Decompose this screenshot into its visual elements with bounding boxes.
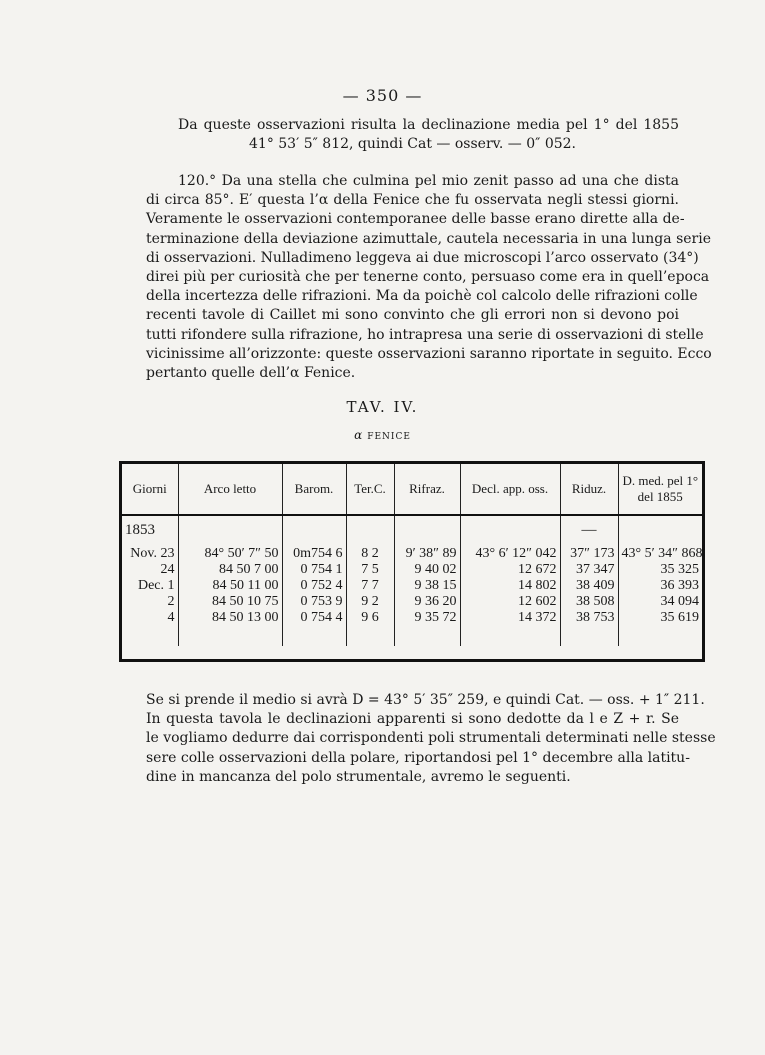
cell-decl: 12 672 xyxy=(460,562,560,578)
cell-arco: 84 50 11 00 xyxy=(178,578,282,594)
conclusion-line: sere colle osservazioni della polare, riportandosi pel 1° decembre alla latitu- xyxy=(146,749,690,766)
header-decl-app-oss: Decl. app. oss. xyxy=(460,464,560,515)
cell-arco: 84 50 13 00 xyxy=(178,610,282,626)
cell-barom: 0 753 9 xyxy=(282,594,346,610)
cell-dmed: 43° 5′ 34″ 868 xyxy=(621,546,703,561)
paragraph-line: vicinissime all’orizzonte: queste osservazioni saranno riportate in seguito. Ecco xyxy=(146,345,712,362)
cell-dmed: 36 393 xyxy=(660,578,699,593)
header-d-med: D. med. pel 1° del 1855 xyxy=(618,464,702,515)
cell-decl: 14 802 xyxy=(460,578,560,594)
cell-ter: 8 2 xyxy=(346,544,394,562)
cell-riduz: 37 347 xyxy=(560,562,618,578)
header-ter-c: Ter.C. xyxy=(346,464,394,515)
cell-dmed: 35 325 xyxy=(660,562,699,577)
cell-ter: 7 5 xyxy=(346,562,394,578)
table-subtitle-text: FENICE xyxy=(367,432,411,442)
header-giorni: Giorni xyxy=(122,464,178,515)
cell-riduz: 37″ 173 xyxy=(560,544,618,562)
cell-decl: 43° 6′ 12″ 042 xyxy=(460,544,560,562)
cell-giorni: Nov. 23 xyxy=(122,544,178,562)
cell-rifraz: 9′ 38″ 89 xyxy=(394,544,460,562)
cell-riduz: 38 508 xyxy=(560,594,618,610)
cell-dmed: 34 094 xyxy=(660,594,699,609)
table-title: TAV. IV. xyxy=(346,398,419,416)
reduction-dash: — xyxy=(560,515,618,544)
table-header-row xyxy=(122,464,702,515)
cell-ter: 9 2 xyxy=(346,594,394,610)
cell-rifraz: 9 40 02 xyxy=(394,562,460,578)
cell-decl: 12 602 xyxy=(460,594,560,610)
header-riduz: Riduz. xyxy=(560,464,618,515)
year-cell: 1853 xyxy=(122,515,178,544)
cell-barom: 0m754 6 xyxy=(282,544,346,562)
cell-arco: 84 50 7 00 xyxy=(178,562,282,578)
paragraph-line: tutti rifondere sulla rifrazione, ho intrapresa una serie di osservazioni di stelle xyxy=(146,326,704,343)
paragraph-line: terminazione della deviazione azimuttale, cautela necessaria in una lunga serie xyxy=(146,230,711,247)
paragraph-line: Veramente le osservazioni contemporanee delle basse erano dirette alla de- xyxy=(146,211,685,228)
conclusion-line: In questa tavola le declinazioni apparenti si sono dedotte da l e Z + r. Se xyxy=(146,711,679,728)
paragraph-line: direi più per curiosità che per tenerne conto, persuaso come era in quell’epoca xyxy=(146,269,710,286)
observation-table xyxy=(119,461,705,662)
table-row xyxy=(122,578,702,594)
cell-arco: 84° 50′ 7″ 50 xyxy=(178,544,282,562)
intro-text xyxy=(146,116,679,154)
cell-ter: 9 6 xyxy=(346,610,394,626)
table-row xyxy=(122,562,702,578)
conclusion-line: dine in mancanza del polo strumentale, avremo le seguenti. xyxy=(146,768,571,785)
paragraph-line: recenti tavole di Caillet mi sono convinto che gli errori non si devono poi xyxy=(146,307,679,324)
page-number: — 350 — xyxy=(342,86,423,105)
paragraph-line: di osservazioni. Nulladimeno leggeva ai due microscopi l’arco osservato (34°) xyxy=(146,249,699,266)
table-padding-row xyxy=(122,626,702,646)
cell-riduz: 38 409 xyxy=(560,578,618,594)
cell-arco: 84 50 10 75 xyxy=(178,594,282,610)
cell-giorni: 24 xyxy=(122,562,178,578)
paragraph-line: della incertezza delle rifrazioni. Ma da poichè col calcolo delle rifrazioni colle xyxy=(146,288,698,305)
table-row xyxy=(122,594,702,610)
cell-barom: 0 754 1 xyxy=(282,562,346,578)
conclusion-line: le vogliamo dedurre dai corrispondenti poli strumentali determinati nelle stesse xyxy=(146,730,716,747)
cell-giorni: 4 xyxy=(122,610,178,626)
cell-decl: 14 372 xyxy=(460,610,560,626)
table-subtitle xyxy=(0,428,765,442)
cell-giorni: 2 xyxy=(122,594,178,610)
conclusion-text xyxy=(146,691,716,787)
cell-barom: 0 752 4 xyxy=(282,578,346,594)
year-row xyxy=(122,515,702,544)
header-barom: Barom. xyxy=(282,464,346,515)
header-rifraz: Rifraz. xyxy=(394,464,460,515)
cell-ter: 7 7 xyxy=(346,578,394,594)
table-row xyxy=(122,544,702,562)
cell-dmed: 35 619 xyxy=(660,610,699,625)
cell-rifraz: 9 36 20 xyxy=(394,594,460,610)
cell-rifraz: 9 38 15 xyxy=(394,578,460,594)
paragraph-line: 120.° Da una stella che culmina pel mio zenit passo ad una che dista xyxy=(178,173,679,189)
table-row xyxy=(122,610,702,626)
paragraph-120 xyxy=(146,172,712,383)
cell-rifraz: 9 35 72 xyxy=(394,610,460,626)
paragraph-line: di circa 85°. E′ questa l’α della Fenice che fu osservata negli stessi giorni. xyxy=(146,192,679,209)
header-arco-letto: Arco letto xyxy=(178,464,282,515)
conclusion-line: Se si prende il medio si avrà D = 43° 5′ 35″ 259, e quindi Cat. — oss. + 1″ 211. xyxy=(146,692,705,708)
cell-barom: 0 754 4 xyxy=(282,610,346,626)
cell-giorni: Dec. 1 xyxy=(122,578,178,594)
intro-line: Da queste osservazioni risulta la declinazione media pel 1° del 1855 xyxy=(178,117,679,133)
paragraph-line: pertanto quelle dell’α Fenice. xyxy=(146,365,356,382)
intro-line: 41° 53′ 5″ 812, quindi Cat — osserv. — 0″ 052. xyxy=(249,136,576,153)
alpha-symbol: α xyxy=(354,428,364,442)
cell-riduz: 38 753 xyxy=(560,610,618,626)
